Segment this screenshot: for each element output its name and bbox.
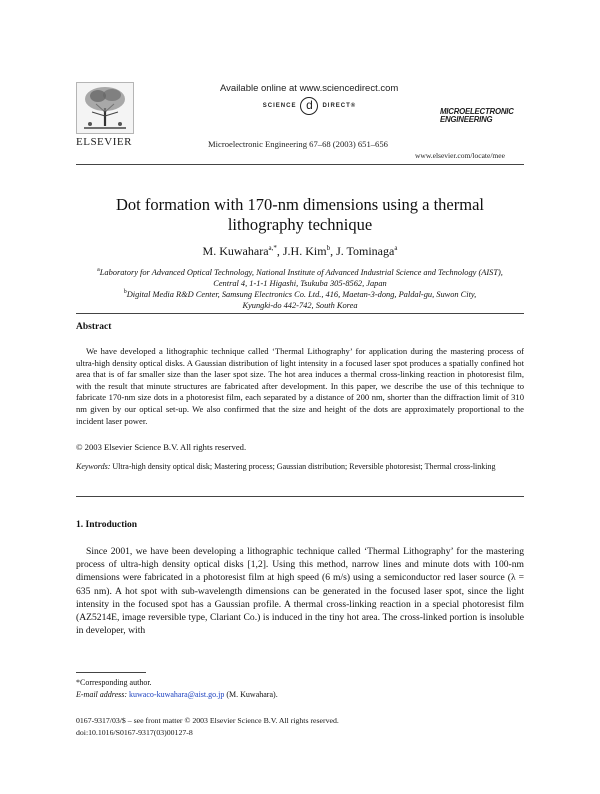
keywords xyxy=(76,461,524,472)
journal-reference: Microelectronic Engineering 67–68 (2003) 651–656 xyxy=(208,139,388,149)
article-title-line2: lithography technique xyxy=(227,215,373,234)
issn-line: 0167-9317/03/$ – see front matter © 2003 Elsevier Science B.V. All rights reserved. xyxy=(76,716,339,725)
publisher-name: ELSEVIER xyxy=(76,136,132,148)
email-author-name: (M. Kuwahara). xyxy=(226,690,278,699)
corresponding-author-note: *Corresponding author. xyxy=(76,678,152,687)
author-name: J. Tominaga xyxy=(336,244,395,258)
sciencedirect-at-icon: d xyxy=(300,97,318,115)
abstract-heading: Abstract xyxy=(76,322,112,332)
doi-line: doi:10.1016/S0167-9317(03)00127-8 xyxy=(76,728,193,737)
author-affiliation-mark: a,* xyxy=(268,244,277,252)
affiliation-mark: b xyxy=(123,289,127,295)
author-name: M. Kuwahara xyxy=(202,244,269,258)
journal-logo xyxy=(440,108,522,124)
available-online-text: Available online at www.sciencedirect.com xyxy=(220,83,399,94)
email-footnote xyxy=(76,690,278,699)
author-affiliation-mark: a xyxy=(394,244,398,252)
abstract-body: We have developed a lithographic technique called ‘Thermal Lithography’ for application during the mastering process of ultra-high density optical disks. A Gaussian distribution of light intensity in a focused laser spot produces a spatially confined hot area that is of far smaller size than the laser spot size. The hot area induces a thermal cross-linking reaction in photoresist film, with the result that minute structures are fabricated after development. In this paper, we describe the use of this technique to fabricate 170-nm size dots in a photoresist film, each separated by a distance of 200 nm, shorter than the diffraction limit of 310 nm given by our optical set-up. We also confirmed that the size and height of the dots are approximately proportional to the incident laser power. xyxy=(76,346,524,426)
affiliation-line: Kyungki-do 442-742, South Korea xyxy=(242,300,358,310)
email-label: E-mail address: xyxy=(76,690,128,699)
journal-logo-line2: ENGINEERING xyxy=(440,115,493,124)
abstract-copyright: © 2003 Elsevier Science B.V. All rights reserved. xyxy=(76,442,247,452)
footnote-rule xyxy=(76,672,146,673)
author-affiliation-mark: b xyxy=(326,244,331,252)
sciencedirect-logo-left: SCIENCE xyxy=(262,103,297,109)
section-body: Since 2001, we have been developing a lithographic technique called ‘Thermal Lithography’ for the mastering process of ultra-high density optical disks [1,2]. Using this method, narrow lines and minute dots with 100-nm dimensions were fabricated in a photoresist film at high speed (6 m/s) using a semiconductor red laser source (λ = 635 nm). A hot spot with sub-wavelength dimensions can be generated in the focused laser spot, since the light intensity in the focused spot has a Gaussian profile. A thermal cross-linking reaction in a special photoresist film (AZ5214E, image reversible type, Clariant Co.) is induced in the tiny hot area. The cross-linked portion is insoluble in developer, with xyxy=(76,546,524,637)
article-title-line1: Dot formation with 170-nm dimensions using a thermal xyxy=(116,195,484,214)
journal-logo-line1: MICROELECTRONIC xyxy=(440,107,514,116)
section-heading: 1. Introduction xyxy=(76,520,138,530)
keywords-label: Keywords: xyxy=(76,462,111,471)
affiliation-line: Laboratory for Advanced Optical Technology, National Institute of Advanced Industrial Science and Technology (AIST), xyxy=(99,267,503,277)
email-link[interactable]: kuwaco-kuwahara@aist.go.jp xyxy=(129,690,225,699)
sciencedirect-logo xyxy=(222,97,397,115)
author-list xyxy=(76,244,524,259)
author-separator: , xyxy=(330,244,337,258)
article-title xyxy=(76,195,524,235)
author-name: J.H. Kim xyxy=(282,244,327,258)
keywords-list: Ultra-high density optical disk; Mastering process; Gaussian distribution; Reversible photoresist; Thermal cross-linking xyxy=(112,462,496,471)
author-separator: , xyxy=(276,244,283,258)
header-rule xyxy=(76,164,524,165)
affiliation-mark: a xyxy=(97,267,100,273)
affiliation-b xyxy=(76,287,524,311)
affiliation-a xyxy=(76,265,524,289)
abstract-top-rule xyxy=(76,313,524,314)
sciencedirect-logo-right: DIRECT® xyxy=(322,103,357,109)
elsevier-tree-logo-icon xyxy=(76,82,134,134)
journal-url-link[interactable]: www.elsevier.com/locate/mee xyxy=(415,151,505,160)
affiliation-line: Central 4, 1-1-1 Higashi, Tsukuba 305-8562, Japan xyxy=(213,278,387,288)
affiliation-line: Digital Media R&D Center, Samsung Electronics Co. Ltd., 416, Maetan-3-dong, Paldal-gu, Suwon City, xyxy=(126,289,477,299)
abstract-bottom-rule xyxy=(76,496,524,497)
